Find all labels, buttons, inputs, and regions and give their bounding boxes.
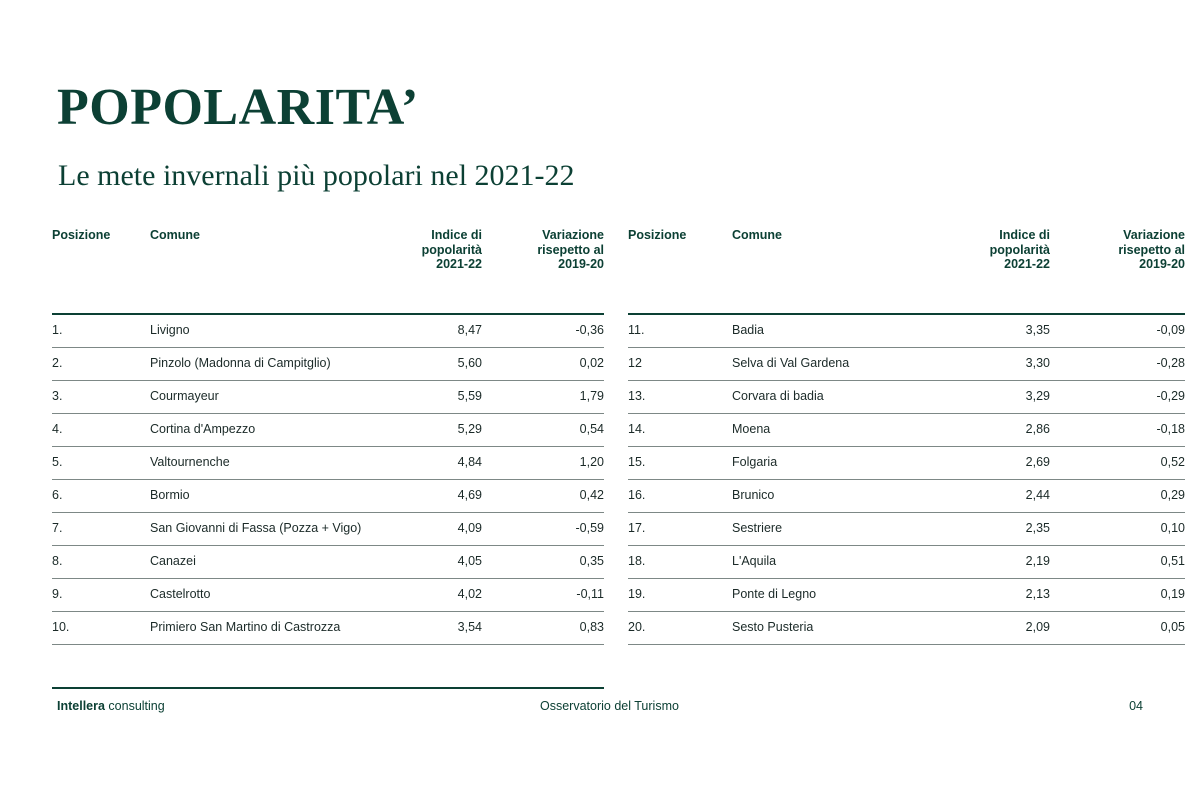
indice-line-1: Indice di: [431, 228, 482, 242]
table-row: [52, 545, 604, 578]
column-header-indice: [392, 228, 482, 280]
cell-comune: Sestriere: [732, 512, 974, 545]
indice-line-1: Indice di: [999, 228, 1050, 242]
header-rule-cell: [482, 280, 604, 314]
cell-variazione: 0,42: [482, 479, 604, 512]
indice-line-3: 2021-22: [436, 257, 482, 271]
cell-indice: 4,05: [392, 545, 482, 578]
cell-comune: Bormio: [150, 479, 392, 512]
cell-posizione: 4.: [52, 413, 150, 446]
cell-posizione: 10.: [52, 611, 150, 644]
cell-variazione: 1,79: [482, 380, 604, 413]
header-row: [628, 228, 1185, 280]
table-row: [52, 611, 604, 644]
cell-variazione: -0,36: [482, 314, 604, 348]
cell-comune: Brunico: [732, 479, 974, 512]
column-header-indice: [974, 228, 1050, 280]
cell-posizione: 18.: [628, 545, 732, 578]
cell-comune: Folgaria: [732, 446, 974, 479]
column-header-posizione: Posizione: [52, 228, 111, 242]
header-rule-row: [52, 280, 604, 314]
table-row: [52, 479, 604, 512]
brand-logo: [57, 697, 165, 715]
ranking-table-left-grid: [52, 228, 604, 645]
cell-indice: 5,59: [392, 380, 482, 413]
cell-variazione: 0,19: [1050, 578, 1185, 611]
column-header-comune: Comune: [150, 228, 200, 242]
cell-posizione: 9.: [52, 578, 150, 611]
cell-comune: Courmayeur: [150, 380, 392, 413]
table-row: [52, 380, 604, 413]
cell-comune: Ponte di Legno: [732, 578, 974, 611]
cell-indice: 4,09: [392, 512, 482, 545]
table-row: [628, 347, 1185, 380]
cell-variazione: 0,83: [482, 611, 604, 644]
page-number: 04: [1129, 699, 1143, 713]
table-row: [628, 578, 1185, 611]
cell-posizione: 5.: [52, 446, 150, 479]
cell-indice: 2,35: [974, 512, 1050, 545]
table-body-right: [628, 314, 1185, 645]
header-rule-cell: [974, 280, 1050, 314]
footer-source-label: Osservatorio del Turismo: [540, 699, 679, 713]
cell-posizione: 16.: [628, 479, 732, 512]
brand-suffix: consulting: [104, 699, 165, 713]
cell-comune: Moena: [732, 413, 974, 446]
cell-variazione: 0,29: [1050, 479, 1185, 512]
footer-divider: [52, 687, 604, 689]
cell-comune: Cortina d'Ampezzo: [150, 413, 392, 446]
cell-indice: 4,02: [392, 578, 482, 611]
cell-comune: Sesto Pusteria: [732, 611, 974, 644]
cell-variazione: 0,02: [482, 347, 604, 380]
table-row: [628, 380, 1185, 413]
cell-comune: Valtournenche: [150, 446, 392, 479]
indice-line-2: popolarità: [989, 242, 1050, 257]
variazione-line-2: risepetto al: [537, 242, 604, 257]
cell-comune: Canazei: [150, 545, 392, 578]
cell-indice: 3,54: [392, 611, 482, 644]
cell-variazione: -0,29: [1050, 380, 1185, 413]
cell-variazione: -0,28: [1050, 347, 1185, 380]
page-subtitle: Le mete invernali più popolari nel 2021-22: [58, 159, 575, 192]
ranking-table-right-grid: [628, 228, 1185, 645]
cell-posizione: 13.: [628, 380, 732, 413]
table-row: [628, 545, 1185, 578]
cell-variazione: 0,54: [482, 413, 604, 446]
cell-indice: 2,19: [974, 545, 1050, 578]
cell-variazione: 0,35: [482, 545, 604, 578]
cell-indice: 8,47: [392, 314, 482, 348]
table-row: [52, 578, 604, 611]
cell-posizione: 12: [628, 347, 732, 380]
ranking-table-right: [628, 228, 1185, 645]
cell-variazione: -0,11: [482, 578, 604, 611]
variazione-line-3: 2019-20: [558, 257, 604, 271]
column-header-variazione: [482, 228, 604, 280]
cell-indice: 3,29: [974, 380, 1050, 413]
cell-posizione: 8.: [52, 545, 150, 578]
table-row: [628, 413, 1185, 446]
cell-comune: Selva di Val Gardena: [732, 347, 974, 380]
table-row: [52, 347, 604, 380]
variazione-line-3: 2019-20: [1139, 257, 1185, 271]
cell-variazione: -0,18: [1050, 413, 1185, 446]
cell-indice: 2,69: [974, 446, 1050, 479]
cell-comune: Badia: [732, 314, 974, 348]
cell-posizione: 6.: [52, 479, 150, 512]
cell-posizione: 19.: [628, 578, 732, 611]
cell-comune: Primiero San Martino di Castrozza: [150, 611, 392, 644]
cell-variazione: 1,20: [482, 446, 604, 479]
table-header-right: [628, 228, 1185, 314]
cell-posizione: 11.: [628, 314, 732, 348]
cell-indice: 2,86: [974, 413, 1050, 446]
column-header-comune: Comune: [732, 228, 782, 242]
cell-indice: 2,44: [974, 479, 1050, 512]
column-header-posizione: Posizione: [628, 228, 687, 242]
brand-name: Intellera: [57, 699, 105, 713]
variazione-line-1: Variazione: [542, 228, 604, 242]
header-rule-cell: [392, 280, 482, 314]
cell-posizione: 7.: [52, 512, 150, 545]
cell-variazione: 0,10: [1050, 512, 1185, 545]
footer: [0, 697, 1200, 717]
cell-posizione: 15.: [628, 446, 732, 479]
cell-variazione: -0,09: [1050, 314, 1185, 348]
cell-comune: Castelrotto: [150, 578, 392, 611]
table-row: [52, 512, 604, 545]
cell-posizione: 3.: [52, 380, 150, 413]
cell-comune: San Giovanni di Fassa (Pozza + Vigo): [150, 512, 392, 545]
table-row: [628, 446, 1185, 479]
table-row: [628, 314, 1185, 348]
indice-line-2: popolarità: [421, 242, 482, 257]
ranking-table-left: [52, 228, 604, 645]
table-row: [628, 512, 1185, 545]
cell-posizione: 20.: [628, 611, 732, 644]
table-header-left: [52, 228, 604, 314]
table-row: [628, 479, 1185, 512]
table-body-left: [52, 314, 604, 645]
cell-posizione: 2.: [52, 347, 150, 380]
cell-indice: 5,60: [392, 347, 482, 380]
header-rule-cell: [628, 280, 732, 314]
page-title: POPOLARITA’: [57, 79, 419, 136]
column-header-variazione: [1050, 228, 1185, 280]
cell-indice: 2,13: [974, 578, 1050, 611]
header-rule-cell: [1050, 280, 1185, 314]
header-rule-cell: [732, 280, 974, 314]
header-rule-cell: [52, 280, 150, 314]
cell-variazione: 0,05: [1050, 611, 1185, 644]
table-row: [628, 611, 1185, 644]
cell-variazione: 0,52: [1050, 446, 1185, 479]
cell-posizione: 17.: [628, 512, 732, 545]
cell-comune: Livigno: [150, 314, 392, 348]
variazione-line-1: Variazione: [1123, 228, 1185, 242]
table-row: [52, 413, 604, 446]
cell-indice: 3,30: [974, 347, 1050, 380]
cell-posizione: 1.: [52, 314, 150, 348]
header-row: [52, 228, 604, 280]
cell-comune: Pinzolo (Madonna di Campitglio): [150, 347, 392, 380]
variazione-line-2: risepetto al: [1118, 242, 1185, 257]
indice-line-3: 2021-22: [1004, 257, 1050, 271]
cell-variazione: 0,51: [1050, 545, 1185, 578]
cell-comune: Corvara di badia: [732, 380, 974, 413]
table-row: [52, 314, 604, 348]
cell-indice: 5,29: [392, 413, 482, 446]
cell-indice: 3,35: [974, 314, 1050, 348]
cell-comune: L'Aquila: [732, 545, 974, 578]
cell-posizione: 14.: [628, 413, 732, 446]
cell-indice: 4,84: [392, 446, 482, 479]
header-rule-cell: [150, 280, 392, 314]
table-row: [52, 446, 604, 479]
header-rule-row: [628, 280, 1185, 314]
cell-indice: 4,69: [392, 479, 482, 512]
cell-variazione: -0,59: [482, 512, 604, 545]
cell-indice: 2,09: [974, 611, 1050, 644]
